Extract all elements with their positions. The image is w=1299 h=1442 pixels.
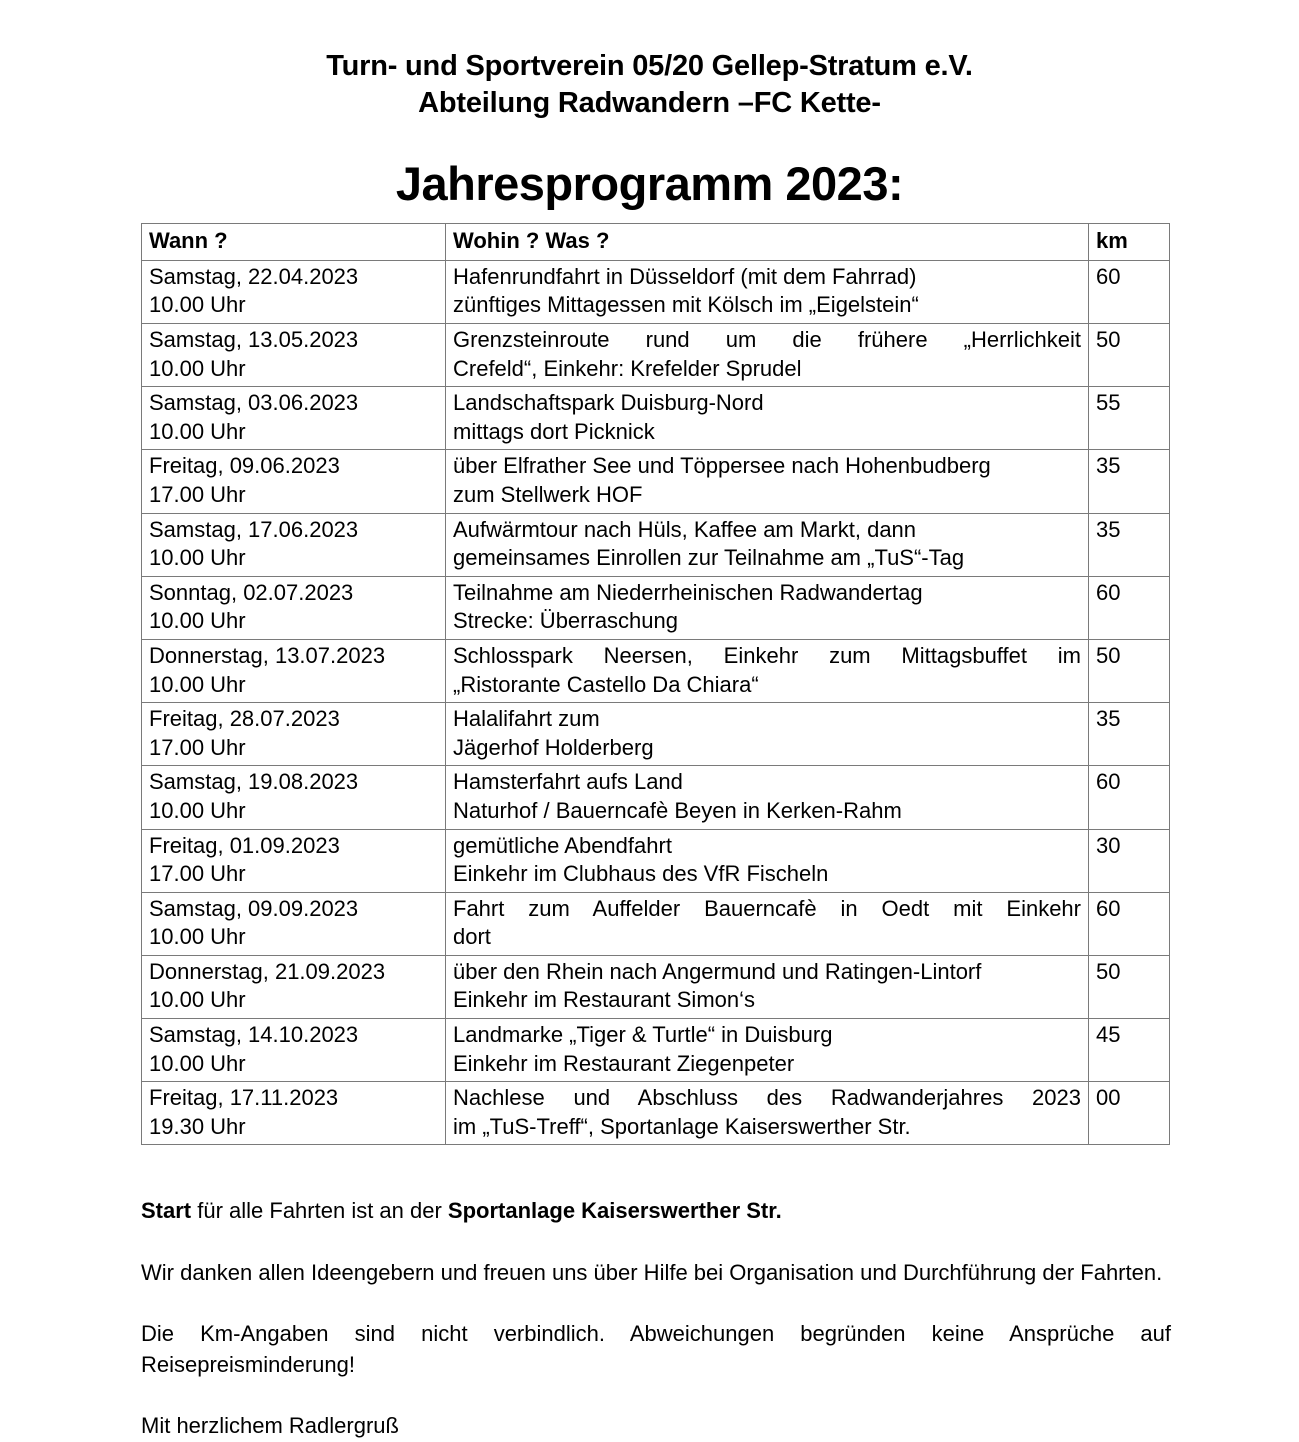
tour-time: 10.00 Uhr — [149, 987, 246, 1013]
table-row — [142, 450, 1170, 513]
program-table-wrapper — [141, 223, 1169, 1145]
destination-line-2: mittags dort Picknick — [453, 418, 655, 444]
destination-line-2: gemeinsames Einrollen zur Teilnahme am „TuS“-Tag — [453, 545, 965, 571]
tour-date: Samstag, 13.05.2023 — [149, 327, 359, 352]
tour-date: Freitag, 28.07.2023 — [149, 706, 340, 732]
destination-line-1: gemütliche Abendfahrt — [453, 832, 672, 858]
destination-line-2: „Ristorante Castello Da Chiara“ — [453, 671, 759, 697]
destination-line-2: Naturhof / Bauerncafè Beyen in Kerken-Rahm — [453, 797, 902, 823]
cell-when — [142, 829, 446, 892]
cell-distance-km: 30 — [1089, 829, 1170, 892]
destination-line-1: über den Rhein nach Angermund und Ratingen-Lintorf — [453, 958, 982, 984]
table-row — [142, 892, 1170, 955]
cell-destination — [446, 639, 1089, 702]
cell-destination — [446, 324, 1089, 387]
cell-destination — [446, 766, 1089, 829]
page-title: Jahresprogramm 2023: — [395, 157, 904, 211]
cell-distance-km: 35 — [1089, 450, 1170, 513]
cell-distance-km: 60 — [1089, 766, 1170, 829]
cell-distance-km: 60 — [1089, 260, 1170, 323]
tour-date: Freitag, 01.09.2023 — [149, 832, 340, 858]
cell-when — [142, 766, 446, 829]
km-disclaimer-note: Die Km-Angaben sind nicht verbindlich. Abweichungen begründen keine Ansprüche auf Reisepreisminderung! — [141, 1320, 1171, 1378]
cell-destination — [446, 260, 1089, 323]
tour-time: 10.00 Uhr — [149, 545, 246, 571]
tour-time: 10.00 Uhr — [149, 671, 246, 697]
destination-line-1: Nachlese und Abschluss des Radwanderjahres 2023 — [453, 1085, 1081, 1111]
tour-time: 10.00 Uhr — [149, 292, 246, 318]
tour-date: Sonntag, 02.07.2023 — [149, 579, 354, 605]
table-row — [142, 829, 1170, 892]
tour-time: 10.00 Uhr — [149, 418, 246, 444]
cell-distance-km: 60 — [1089, 576, 1170, 639]
table-row — [142, 703, 1170, 766]
destination-line-2: Strecke: Überraschung — [453, 608, 678, 634]
cell-destination — [446, 450, 1089, 513]
destination-line-2: Einkehr im Restaurant Simon‘s — [453, 987, 756, 1013]
program-table-body — [142, 260, 1170, 1145]
destination-line-2: im „TuS-Treff“, Sportanlage Kaiserswerther Str. — [453, 1113, 911, 1139]
start-middle-text: für alle Fahrten ist an der — [191, 1198, 448, 1224]
cell-destination — [446, 513, 1089, 576]
tour-time: 19.30 Uhr — [149, 1113, 246, 1139]
start-label: Start — [141, 1198, 192, 1224]
table-row — [142, 1082, 1170, 1145]
table-row — [142, 576, 1170, 639]
table-row — [142, 955, 1170, 1018]
cell-when — [142, 260, 446, 323]
destination-line-2: Jägerhof Holderberg — [453, 734, 654, 760]
thanks-note: Wir danken allen Ideengebern und freuen uns über Hilfe bei Organisation und Durchführung der Fahrten. — [141, 1259, 1163, 1285]
organization-name: Turn- und Sportverein 05/20 Gellep-Stratum e.V. — [326, 50, 973, 82]
destination-line-1: Grenzsteinroute rund um die frühere „Herrlichkeit — [453, 327, 1081, 352]
tour-time: 17.00 Uhr — [149, 734, 246, 760]
cell-when — [142, 450, 446, 513]
cell-distance-km: 50 — [1089, 955, 1170, 1018]
organization-header — [0, 0, 1299, 122]
cell-destination — [446, 1082, 1089, 1145]
destination-line-1: Fahrt zum Auffelder Bauerncafè in Oedt mit Einkehr — [453, 895, 1081, 921]
cell-distance-km: 35 — [1089, 513, 1170, 576]
column-header-what: Wohin ? Was ? — [446, 224, 1089, 261]
tour-time: 10.00 Uhr — [149, 797, 246, 823]
cell-distance-km: 35 — [1089, 703, 1170, 766]
footer-notes — [141, 1195, 1171, 1441]
cell-when — [142, 324, 446, 387]
tour-date: Samstag, 19.08.2023 — [149, 769, 359, 795]
destination-line-2: Einkehr im Clubhaus des VfR Fischeln — [453, 861, 829, 887]
cell-when — [142, 387, 446, 450]
cell-distance-km: 55 — [1089, 387, 1170, 450]
tour-date: Donnerstag, 21.09.2023 — [149, 958, 386, 984]
tour-date: Samstag, 09.09.2023 — [149, 895, 359, 921]
destination-line-1: Hamsterfahrt aufs Land — [453, 769, 683, 795]
cell-distance-km: 00 — [1089, 1082, 1170, 1145]
cell-when — [142, 639, 446, 702]
cell-when — [142, 576, 446, 639]
tour-date: Samstag, 17.06.2023 — [149, 516, 359, 542]
cell-when — [142, 955, 446, 1018]
tour-time: 17.00 Uhr — [149, 861, 246, 887]
destination-line-1: Halalifahrt zum — [453, 706, 600, 732]
table-row — [142, 766, 1170, 829]
cell-when — [142, 1082, 446, 1145]
destination-line-1: Aufwärmtour nach Hüls, Kaffee am Markt, dann — [453, 516, 917, 542]
tour-date: Samstag, 03.06.2023 — [149, 390, 359, 416]
tour-date: Donnerstag, 13.07.2023 — [149, 642, 386, 668]
cell-destination — [446, 576, 1089, 639]
program-table — [141, 223, 1170, 1145]
cell-destination — [446, 1019, 1089, 1082]
tour-time: 10.00 Uhr — [149, 608, 246, 634]
table-header-row — [142, 224, 1170, 261]
destination-line-2: zum Stellwerk HOF — [453, 481, 643, 507]
cell-when — [142, 1019, 446, 1082]
table-row — [142, 260, 1170, 323]
cell-destination — [446, 703, 1089, 766]
tour-time: 10.00 Uhr — [149, 1050, 246, 1076]
destination-line-1: Landschaftspark Duisburg-Nord — [453, 390, 764, 416]
cell-when — [142, 513, 446, 576]
tour-date: Samstag, 22.04.2023 — [149, 263, 359, 289]
cell-distance-km: 60 — [1089, 892, 1170, 955]
tour-date: Samstag, 14.10.2023 — [149, 1022, 359, 1048]
cell-destination — [446, 829, 1089, 892]
table-row — [142, 513, 1170, 576]
table-row — [142, 639, 1170, 702]
table-row — [142, 1019, 1170, 1082]
column-header-km: km — [1089, 224, 1170, 261]
destination-line-1: Landmarke „Tiger & Turtle“ in Duisburg — [453, 1022, 833, 1048]
table-row — [142, 387, 1170, 450]
start-location-note — [141, 1195, 1171, 1226]
cell-when — [142, 703, 446, 766]
cell-distance-km: 50 — [1089, 324, 1170, 387]
destination-line-2: Einkehr im Restaurant Ziegenpeter — [453, 1050, 795, 1076]
destination-line-2: dort — [453, 924, 491, 950]
table-row — [142, 324, 1170, 387]
cell-when — [142, 892, 446, 955]
department-name: Abteilung Radwandern –FC Kette- — [418, 87, 881, 120]
destination-line-2: Crefeld“, Einkehr: Krefelder Sprudel — [453, 355, 802, 381]
tour-time: 10.00 Uhr — [149, 924, 246, 950]
tour-date: Freitag, 09.06.2023 — [149, 453, 340, 479]
destination-line-2: zünftiges Mittagessen mit Kölsch im „Eigelstein“ — [453, 292, 919, 318]
destination-line-1: über Elfrather See und Töppersee nach Hohenbudberg — [453, 453, 991, 479]
tour-time: 17.00 Uhr — [149, 481, 246, 507]
tour-date: Freitag, 17.11.2023 — [149, 1085, 339, 1111]
column-header-when: Wann ? — [142, 224, 446, 261]
cell-distance-km: 45 — [1089, 1019, 1170, 1082]
closing-greeting: Mit herzlichem Radlergruß — [141, 1413, 399, 1439]
cell-destination — [446, 892, 1089, 955]
destination-line-1: Hafenrundfahrt in Düsseldorf (mit dem Fahrrad) — [453, 263, 917, 289]
destination-line-1: Schlosspark Neersen, Einkehr zum Mittagsbuffet im — [453, 642, 1081, 668]
destination-line-1: Teilnahme am Niederrheinischen Radwandertag — [453, 579, 923, 605]
cell-destination — [446, 955, 1089, 1018]
tour-time: 10.00 Uhr — [149, 355, 246, 381]
start-venue: Sportanlage Kaiserswerther Str. — [447, 1198, 782, 1224]
cell-destination — [446, 387, 1089, 450]
cell-distance-km: 50 — [1089, 639, 1170, 702]
